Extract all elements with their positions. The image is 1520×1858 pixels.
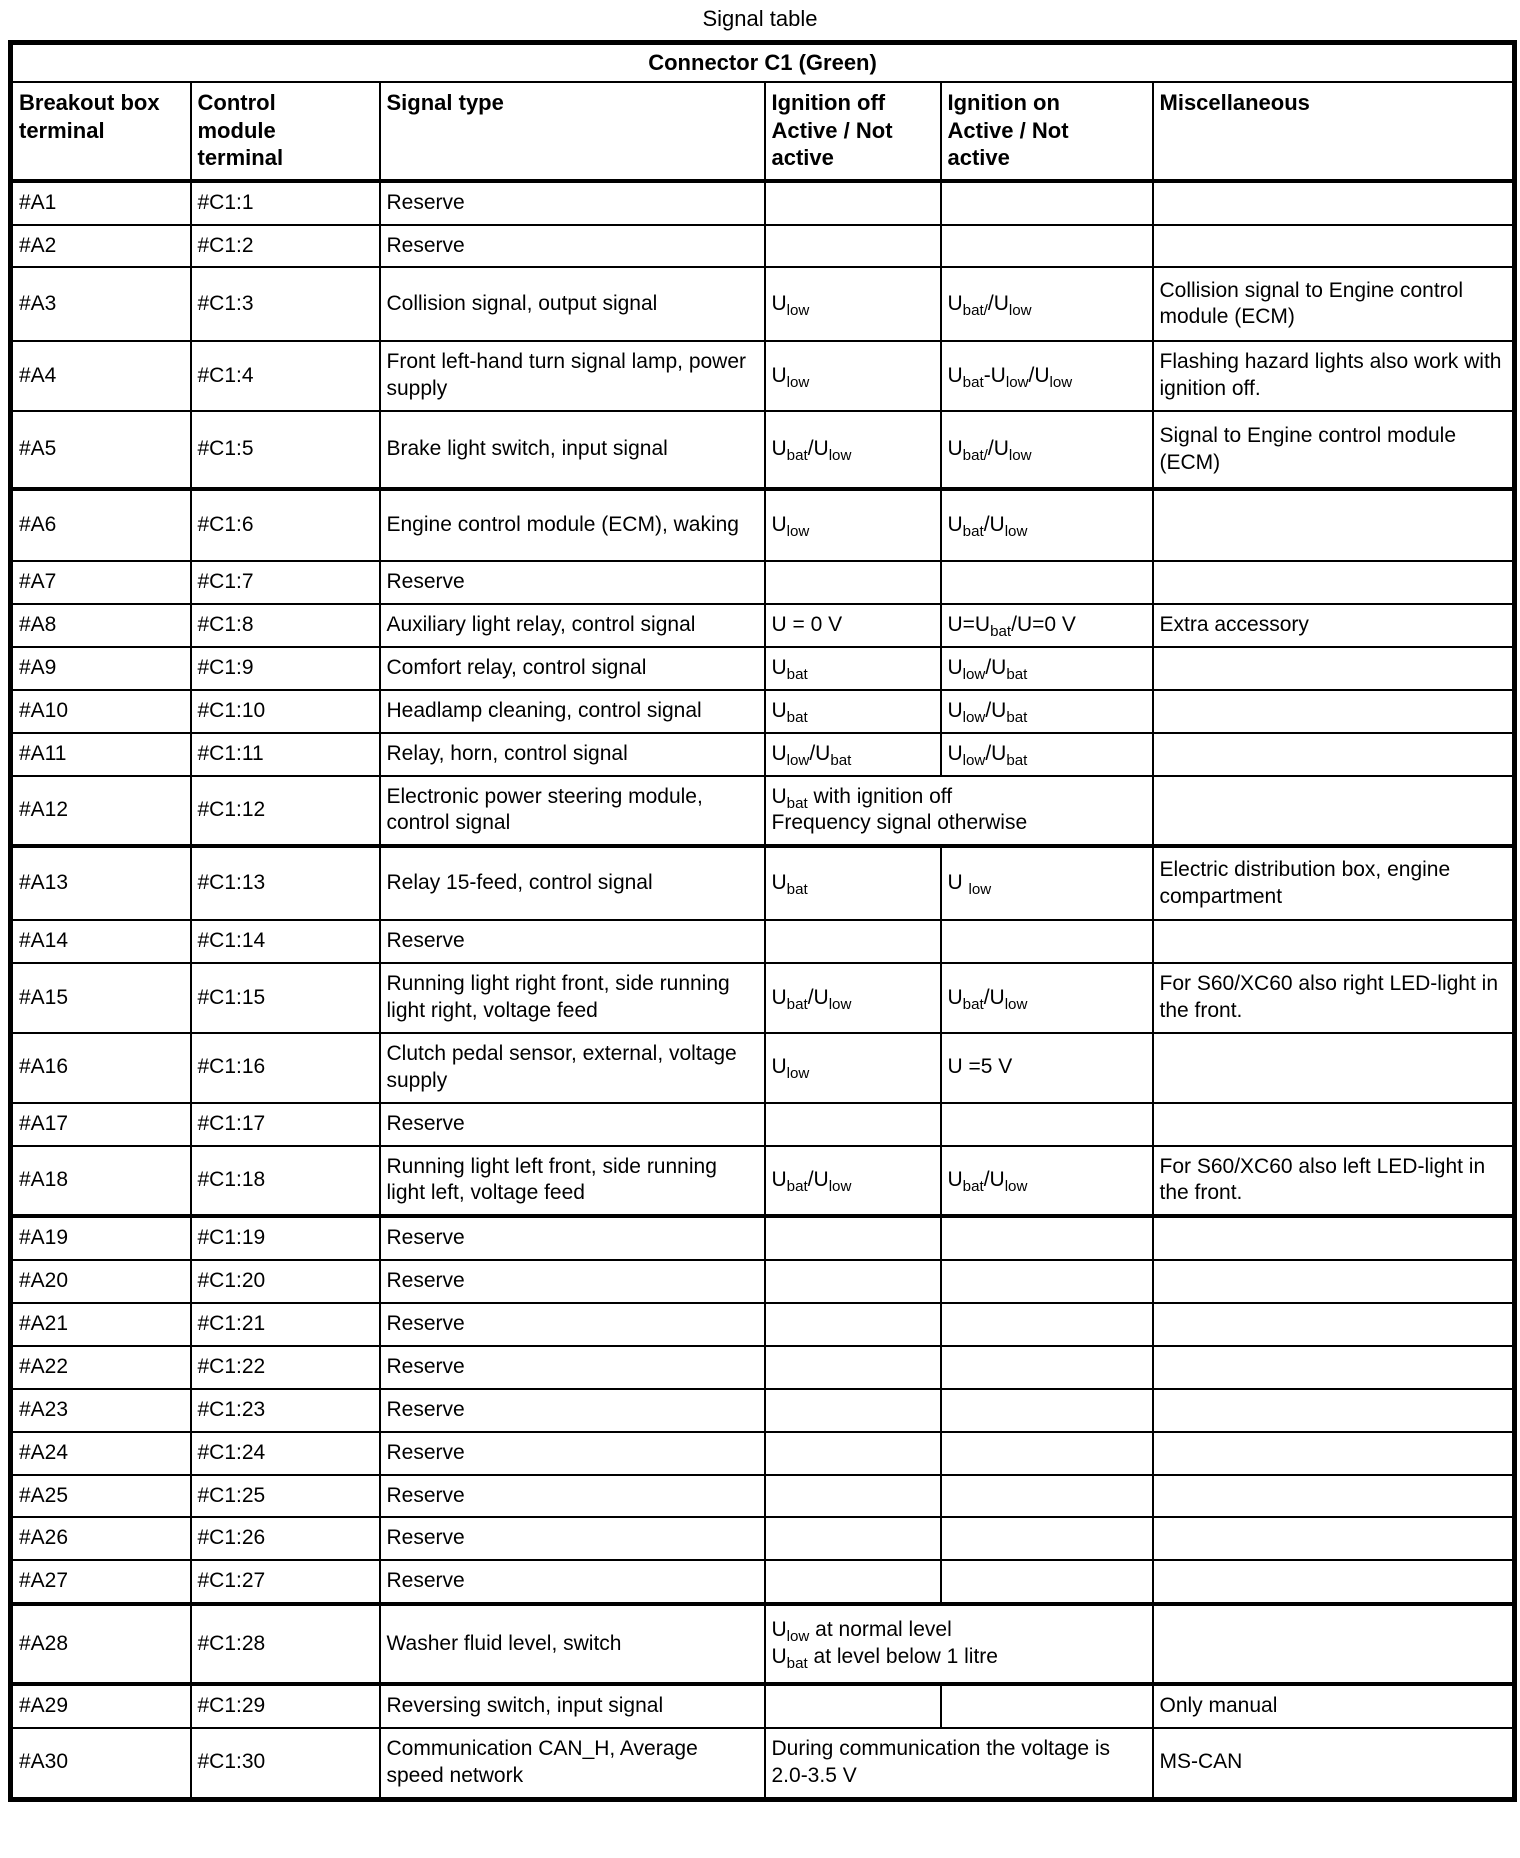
table-row — [11, 1346, 1515, 1389]
cell-breakout-terminal: #A15 — [11, 963, 191, 1033]
cell-breakout-terminal: #A7 — [11, 561, 191, 604]
cell-ignition-off — [765, 1517, 941, 1560]
cell-ignition-on — [941, 1303, 1153, 1346]
cell-ignition-on: U =5 V — [941, 1033, 1153, 1103]
column-header-1: Control module terminal — [191, 82, 380, 181]
column-header-2: Signal type — [380, 82, 765, 181]
cell-signal-type: Reserve — [380, 1560, 765, 1604]
cell-miscellaneous: Collision signal to Engine control module (ECM) — [1153, 267, 1515, 341]
table-row — [11, 1684, 1515, 1728]
table-row — [11, 963, 1515, 1033]
cell-breakout-terminal: #A22 — [11, 1346, 191, 1389]
cell-ignition-on — [941, 1560, 1153, 1604]
cell-ignition-off — [765, 1684, 941, 1728]
cell-miscellaneous: Only manual — [1153, 1684, 1515, 1728]
cell-ignition-on: $U_{low}/U_{bat}$ — [941, 690, 1153, 733]
cell-ignition-off — [765, 1103, 941, 1146]
cell-ignition-off: $U_{bat}/U_{low}$ — [765, 411, 941, 489]
table-row — [11, 647, 1515, 690]
cell-module-terminal: #C1:9 — [191, 647, 380, 690]
cell-ignition-on — [941, 1346, 1153, 1389]
cell-ignition-off — [765, 920, 941, 963]
cell-ignition-on — [941, 181, 1153, 225]
cell-signal-type: Electronic power steering module, control signal — [380, 776, 765, 847]
cell-ignition-combined: $U_{bat}$ with ignition off Frequency signal otherwise — [765, 776, 1153, 847]
cell-ignition-on — [941, 1103, 1153, 1146]
cell-miscellaneous: Signal to Engine control module (ECM) — [1153, 411, 1515, 489]
cell-ignition-off: U = 0 V — [765, 604, 941, 647]
cell-breakout-terminal: #A29 — [11, 1684, 191, 1728]
cell-ignition-off: $U_{bat}/U_{low}$ — [765, 963, 941, 1033]
cell-signal-type: Collision signal, output signal — [380, 267, 765, 341]
cell-signal-type: Running light right front, side running light right, voltage feed — [380, 963, 765, 1033]
column-header-3: Ignition off Active / Not active — [765, 82, 941, 181]
cell-signal-type: Reserve — [380, 225, 765, 268]
cell-ignition-on: $U_{bat/}/U_{low}$ — [941, 267, 1153, 341]
cell-module-terminal: #C1:10 — [191, 690, 380, 733]
cell-ignition-off — [765, 1432, 941, 1475]
cell-signal-type: Front left-hand turn signal lamp, power supply — [380, 341, 765, 411]
cell-module-terminal: #C1:27 — [191, 1560, 380, 1604]
cell-breakout-terminal: #A2 — [11, 225, 191, 268]
cell-breakout-terminal: #A18 — [11, 1146, 191, 1217]
cell-module-terminal: #C1:15 — [191, 963, 380, 1033]
cell-ignition-on: $U_{bat}-U_{low}/U_{low}$ — [941, 341, 1153, 411]
cell-ignition-off — [765, 1346, 941, 1389]
table-row — [11, 1604, 1515, 1684]
cell-ignition-on: $U_{low}/U_{bat}$ — [941, 647, 1153, 690]
table-row — [11, 690, 1515, 733]
cell-ignition-off: $U_{low}$ — [765, 341, 941, 411]
cell-miscellaneous — [1153, 225, 1515, 268]
cell-ignition-off: $U_{bat}$ — [765, 846, 941, 920]
cell-ignition-off: $U_{low}$ — [765, 489, 941, 561]
cell-signal-type: Engine control module (ECM), waking — [380, 489, 765, 561]
table-row — [11, 1303, 1515, 1346]
cell-breakout-terminal: #A19 — [11, 1216, 191, 1260]
cell-ignition-off: $U_{low}/U_{bat}$ — [765, 733, 941, 776]
cell-breakout-terminal: #A26 — [11, 1517, 191, 1560]
column-header-5: Miscellaneous — [1153, 82, 1515, 181]
cell-signal-type: Reversing switch, input signal — [380, 1684, 765, 1728]
cell-ignition-on — [941, 561, 1153, 604]
cell-signal-type: Reserve — [380, 1260, 765, 1303]
table-row — [11, 1103, 1515, 1146]
cell-ignition-on — [941, 1517, 1153, 1560]
cell-breakout-terminal: #A12 — [11, 776, 191, 847]
cell-breakout-terminal: #A8 — [11, 604, 191, 647]
cell-ignition-on: $U_{bat}/U_{low}$ — [941, 963, 1153, 1033]
cell-miscellaneous — [1153, 733, 1515, 776]
cell-miscellaneous — [1153, 489, 1515, 561]
table-row — [11, 341, 1515, 411]
cell-ignition-off — [765, 1475, 941, 1518]
table-row — [11, 1216, 1515, 1260]
cell-miscellaneous — [1153, 1475, 1515, 1518]
table-row — [11, 1728, 1515, 1799]
cell-breakout-terminal: #A1 — [11, 181, 191, 225]
cell-ignition-off: $U_{low}$ — [765, 1033, 941, 1103]
cell-miscellaneous — [1153, 1432, 1515, 1475]
cell-ignition-off — [765, 1260, 941, 1303]
table-row — [11, 604, 1515, 647]
cell-miscellaneous — [1153, 1517, 1515, 1560]
cell-module-terminal: #C1:28 — [191, 1604, 380, 1684]
cell-ignition-on — [941, 1260, 1153, 1303]
cell-module-terminal: #C1:14 — [191, 920, 380, 963]
cell-signal-type: Reserve — [380, 1303, 765, 1346]
cell-breakout-terminal: #A5 — [11, 411, 191, 489]
cell-miscellaneous — [1153, 1303, 1515, 1346]
cell-signal-type: Washer fluid level, switch — [380, 1604, 765, 1684]
cell-breakout-terminal: #A20 — [11, 1260, 191, 1303]
cell-ignition-on: $U_{low}/U_{bat}$ — [941, 733, 1153, 776]
table-row — [11, 1475, 1515, 1518]
cell-module-terminal: #C1:8 — [191, 604, 380, 647]
table-row — [11, 1260, 1515, 1303]
cell-breakout-terminal: #A13 — [11, 846, 191, 920]
cell-ignition-off — [765, 1389, 941, 1432]
cell-miscellaneous — [1153, 1260, 1515, 1303]
table-row — [11, 225, 1515, 268]
table-row — [11, 1517, 1515, 1560]
cell-miscellaneous: MS-CAN — [1153, 1728, 1515, 1799]
cell-miscellaneous — [1153, 1560, 1515, 1604]
table-row — [11, 1146, 1515, 1217]
cell-module-terminal: #C1:1 — [191, 181, 380, 225]
cell-ignition-off — [765, 181, 941, 225]
cell-ignition-on: $U=U_{bat}/U=0$ V — [941, 604, 1153, 647]
cell-breakout-terminal: #A27 — [11, 1560, 191, 1604]
cell-module-terminal: #C1:2 — [191, 225, 380, 268]
cell-signal-type: Reserve — [380, 1432, 765, 1475]
table-row — [11, 1432, 1515, 1475]
cell-signal-type: Reserve — [380, 1103, 765, 1146]
table-row — [11, 1033, 1515, 1103]
table-row — [11, 561, 1515, 604]
table-row — [11, 733, 1515, 776]
cell-module-terminal: #C1:11 — [191, 733, 380, 776]
cell-ignition-off — [765, 1560, 941, 1604]
cell-ignition-on: $U_{bat/}/U_{low}$ — [941, 411, 1153, 489]
cell-breakout-terminal: #A9 — [11, 647, 191, 690]
cell-ignition-on — [941, 1684, 1153, 1728]
table-row — [11, 1560, 1515, 1604]
cell-signal-type: Auxiliary light relay, control signal — [380, 604, 765, 647]
table-row — [11, 411, 1515, 489]
table-row — [11, 1389, 1515, 1432]
cell-signal-type: Reserve — [380, 920, 765, 963]
cell-module-terminal: #C1:7 — [191, 561, 380, 604]
cell-module-terminal: #C1:6 — [191, 489, 380, 561]
cell-miscellaneous — [1153, 776, 1515, 847]
cell-breakout-terminal: #A24 — [11, 1432, 191, 1475]
cell-module-terminal: #C1:13 — [191, 846, 380, 920]
cell-miscellaneous: Electric distribution box, engine compartment — [1153, 846, 1515, 920]
cell-breakout-terminal: #A30 — [11, 1728, 191, 1799]
cell-miscellaneous — [1153, 561, 1515, 604]
cell-miscellaneous — [1153, 181, 1515, 225]
cell-signal-type: Reserve — [380, 1216, 765, 1260]
cell-module-terminal: #C1:4 — [191, 341, 380, 411]
cell-breakout-terminal: #A11 — [11, 733, 191, 776]
cell-ignition-on: $U_{bat}/U_{low}$ — [941, 489, 1153, 561]
cell-signal-type: Running light left front, side running light left, voltage feed — [380, 1146, 765, 1217]
table-row — [11, 846, 1515, 920]
cell-miscellaneous — [1153, 647, 1515, 690]
signal-table — [8, 40, 1517, 1802]
cell-module-terminal: #C1:12 — [191, 776, 380, 847]
cell-module-terminal: #C1:18 — [191, 1146, 380, 1217]
cell-signal-type: Brake light switch, input signal — [380, 411, 765, 489]
cell-ignition-on — [941, 1475, 1153, 1518]
table-row — [11, 489, 1515, 561]
table-row — [11, 920, 1515, 963]
cell-ignition-off — [765, 225, 941, 268]
cell-breakout-terminal: #A4 — [11, 341, 191, 411]
cell-miscellaneous: Extra accessory — [1153, 604, 1515, 647]
cell-signal-type: Relay, horn, control signal — [380, 733, 765, 776]
cell-module-terminal: #C1:25 — [191, 1475, 380, 1518]
cell-ignition-on — [941, 225, 1153, 268]
cell-breakout-terminal: #A16 — [11, 1033, 191, 1103]
cell-signal-type: Headlamp cleaning, control signal — [380, 690, 765, 733]
cell-module-terminal: #C1:30 — [191, 1728, 380, 1799]
cell-miscellaneous — [1153, 1033, 1515, 1103]
cell-miscellaneous — [1153, 1216, 1515, 1260]
cell-miscellaneous — [1153, 1389, 1515, 1432]
cell-module-terminal: #C1:16 — [191, 1033, 380, 1103]
cell-module-terminal: #C1:24 — [191, 1432, 380, 1475]
cell-module-terminal: #C1:5 — [191, 411, 380, 489]
cell-miscellaneous: For S60/XC60 also left LED-light in the front. — [1153, 1146, 1515, 1217]
cell-ignition-off: $U_{bat}/U_{low}$ — [765, 1146, 941, 1217]
table-row — [11, 267, 1515, 341]
cell-miscellaneous: Flashing hazard lights also work with ignition off. — [1153, 341, 1515, 411]
cell-signal-type: Reserve — [380, 561, 765, 604]
cell-module-terminal: #C1:21 — [191, 1303, 380, 1346]
cell-breakout-terminal: #A21 — [11, 1303, 191, 1346]
cell-signal-type: Reserve — [380, 181, 765, 225]
cell-ignition-off: $U_{bat}$ — [765, 647, 941, 690]
cell-breakout-terminal: #A14 — [11, 920, 191, 963]
table-caption-row — [11, 43, 1515, 83]
cell-signal-type: Clutch pedal sensor, external, voltage supply — [380, 1033, 765, 1103]
cell-ignition-off: $U_{low}$ — [765, 267, 941, 341]
cell-module-terminal: #C1:3 — [191, 267, 380, 341]
table-caption: Connector C1 (Green) — [11, 43, 1515, 83]
cell-ignition-combined: During communication the voltage is 2.0-3.5 V — [765, 1728, 1153, 1799]
cell-breakout-terminal: #A17 — [11, 1103, 191, 1146]
column-header-4: Ignition on Active / Not active — [941, 82, 1153, 181]
cell-ignition-on: U $_{low}$ — [941, 846, 1153, 920]
cell-signal-type: Reserve — [380, 1517, 765, 1560]
cell-breakout-terminal: #A23 — [11, 1389, 191, 1432]
cell-ignition-off — [765, 1303, 941, 1346]
table-row — [11, 776, 1515, 847]
cell-signal-type: Reserve — [380, 1346, 765, 1389]
cell-ignition-off — [765, 1216, 941, 1260]
cell-module-terminal: #C1:17 — [191, 1103, 380, 1146]
table-header-row — [11, 82, 1515, 181]
cell-signal-type: Communication CAN_H, Average speed network — [380, 1728, 765, 1799]
cell-ignition-off — [765, 561, 941, 604]
cell-miscellaneous — [1153, 920, 1515, 963]
cell-ignition-on: $U_{bat}/U_{low}$ — [941, 1146, 1153, 1217]
cell-miscellaneous — [1153, 1604, 1515, 1684]
cell-miscellaneous — [1153, 1346, 1515, 1389]
cell-ignition-on — [941, 920, 1153, 963]
cell-signal-type: Comfort relay, control signal — [380, 647, 765, 690]
column-header-0: Breakout box terminal — [11, 82, 191, 181]
cell-breakout-terminal: #A6 — [11, 489, 191, 561]
cell-module-terminal: #C1:29 — [191, 1684, 380, 1728]
cell-miscellaneous — [1153, 1103, 1515, 1146]
cell-ignition-combined: $U_{low}$ at normal level $U_{bat}$ at level below 1 litre — [765, 1604, 1153, 1684]
cell-breakout-terminal: #A3 — [11, 267, 191, 341]
cell-miscellaneous — [1153, 690, 1515, 733]
cell-breakout-terminal: #A10 — [11, 690, 191, 733]
cell-breakout-terminal: #A25 — [11, 1475, 191, 1518]
cell-ignition-on — [941, 1432, 1153, 1475]
cell-module-terminal: #C1:23 — [191, 1389, 380, 1432]
cell-ignition-on — [941, 1216, 1153, 1260]
cell-module-terminal: #C1:20 — [191, 1260, 380, 1303]
cell-miscellaneous: For S60/XC60 also right LED-light in the front. — [1153, 963, 1515, 1033]
cell-ignition-on — [941, 1389, 1153, 1432]
cell-breakout-terminal: #A28 — [11, 1604, 191, 1684]
cell-module-terminal: #C1:22 — [191, 1346, 380, 1389]
cell-signal-type: Relay 15-feed, control signal — [380, 846, 765, 920]
table-row — [11, 181, 1515, 225]
cell-signal-type: Reserve — [380, 1389, 765, 1432]
cell-ignition-off: $U_{bat}$ — [765, 690, 941, 733]
cell-signal-type: Reserve — [380, 1475, 765, 1518]
page-title: Signal table — [702, 6, 818, 31]
cell-module-terminal: #C1:26 — [191, 1517, 380, 1560]
cell-module-terminal: #C1:19 — [191, 1216, 380, 1260]
